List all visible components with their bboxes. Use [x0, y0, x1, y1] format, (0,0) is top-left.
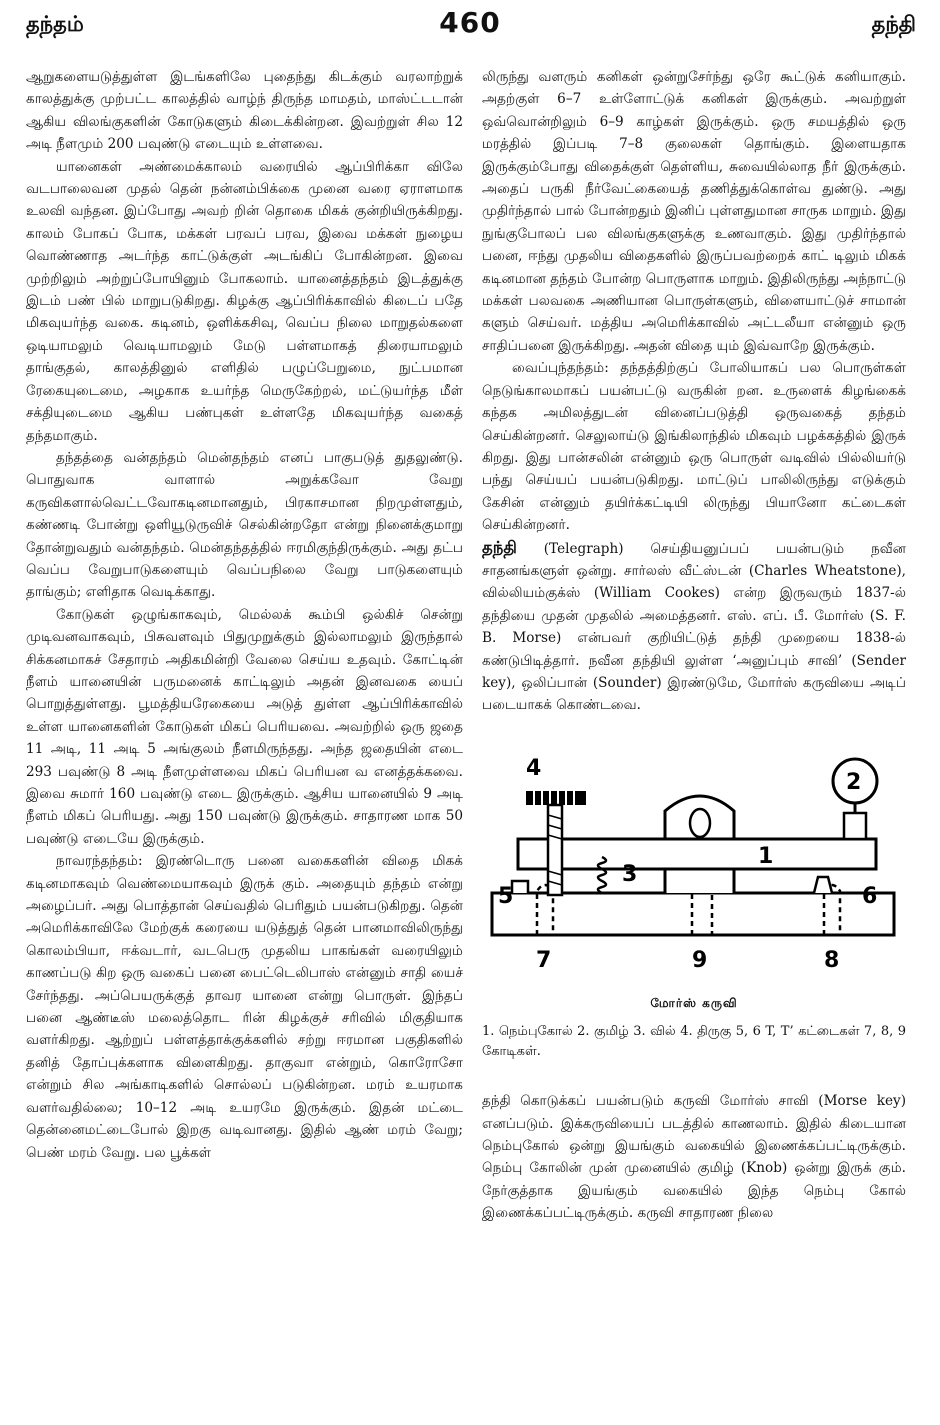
paragraph: தந்தி கொடுக்கப் பயன்படும் கருவி மோர்ஸ் சாவி (Morse key) எனப்படும். இக்கருவியைப் படத்தில் காணலாம். இதில் கிடையான நெம்புகோல் ஒன்று இயங்கும் வகையில் இணைக்கப்பட்டிருக்கும். நெம்பு கோலின் முன் முனையில் குமிழ் (Knob) ஒன்று இருக் கும். நேர்குத்தாக இயங்கும் வகையில் இந்த நெம்பு கோல் இணைக்கப்பட்டிருக்கும். கருவி சாதாரண நிலை [482, 1093, 906, 1222]
figure-caption-body: 1. நெம்புகோல் 2. குமிழ் 3. வில் 4. திருகு 5, 6 T, T’ கட்டைகள் 7, 8, 9 கோடிகள். [482, 1024, 906, 1060]
figure-label: 1 [758, 843, 774, 869]
figure-label: 5 [498, 883, 514, 909]
figure-caption-title: மோர்ஸ் கருவி [650, 995, 738, 1010]
left-column [26, 66, 463, 1164]
paragraph: கோடுகள் ஒழுங்காகவும், மெல்லக் கூம்பி ஒல்கிச் சென்று முடிவனவாகவும், பிசுவளவும் பிதுமுறுக்கும் இல்லாமலும் இருந்தால் சிக்கனமாகச் சேதாரம் அதிகமின்றி வேலை செய்ய உதவும். கோட்டின் நீளம் யானையின் பருமனைக் காட்டிலும் அதன் இனவகை யைப் பொறுத்துள்ளது. பூமத்தியரேகையை அடுத் துள்ள ஆப்பிரிக்காவில் உள்ள யானைகளின் கோடுகள் மிகப் பெரியவை. அவற்றில் ஒரு ஜதை 11 அடி, 11 அடி 5 அங்குலம் நீளமிருந்தது. அந்த ஜதையின் எடை 293 பவுண்டு 8 அடி நீளமுள்ளவை மிகப் பெரியன வ எனத்தக்கவை. இவை சுமார் 160 பவுண்டு எடை இருக்கும். ஆசிய யானையில் 9 அடி நீளம் மிகப் பெரியது. அது 150 பவுண்டு இருக்கும். சாதாரண மாக 50 பவுண்டு எடையே இருக்கும். [26, 606, 463, 847]
figure-label: 7 [536, 947, 552, 973]
paragraph: ஆறுகளையடுத்துள்ள இடங்களிலே புதைந்து கிடக்கும் வரலாற்றுக் காலத்துக்கு முற்பட்ட காலத்தில் வாழ்ந் திருந்த மாமதம், மாஸ்ட்டடான் ஆகிய விலங்குகளின் கோடுகளும் கிடைக்கின்றன. இவற்றுள் சில 12 அடி நீளமும் 200 பவுண்டு எடையும் உள்ளவை. [26, 69, 463, 153]
figure-label: 3 [622, 861, 638, 887]
paragraph: தந்தத்தை வன்தந்தம் மென்தந்தம் எனப் பாகுபடுத் துதலுண்டு. பொதுவாக வாளால் அறுக்கவோ வேறு கருவிகளால்வெட்டவோகடினமானதும், பிரகாசமான நிறமுள்ளதும், கண்ணடி போன்று ஒளியூடுருவிச் செல்கின்றதோ என்று நினைக்குமாறு தோன்றுவதும் வன்தந்தம். மென்தந்தத்தில் ஈரமிகுந்திருக்கும். அது தட்ப வெப்ப வேறுபாடுகளையும் வெப்பநிலை வேறு பாடுகளையும் தாங்கும்; எளிதாக வெடிக்காது. [26, 449, 463, 601]
entry-telegraph [482, 537, 906, 717]
figure-label: 8 [824, 947, 840, 973]
running-head-left: தந்தம் [26, 12, 84, 36]
figure-label: 2 [846, 769, 862, 795]
running-head-right: தந்தி [871, 12, 916, 36]
spacer [482, 1062, 906, 1090]
entry-headword: தந்தி [482, 537, 517, 557]
paragraph: நாவரந்தந்தம்: இரண்டொரு பனை வகைகளின் விதை மிகக் கடினமாகவும் வெண்மையாகவும் இருக் கும். அதையும் தந்தம் என்று அழைப்பர். அது பொத்தான் செய்வதில் பெரிதும் பயன்படுகிறது. தென் அமெரிக்காவிலே மேற்குக் கரையை யடுத்துத் தென் பானமாவிலிருந்து கொலம்பியா, ஈக்வடார், வடபெரு முதலிய பாகங்கள் வரையிலும் காணப்படு கிற ஒரு வகைப் பனை பைட்டெலிபாஸ் என்னும் சாதி யைச் சேர்ந்தது. அப்பெயருக்குத் தாவர யானை என்று பொருள். இந்தப் பனை ஆண்டீஸ் மலைத்தொட ரின் கிழக்குச் சரிவில் மிகுதியாக வளர்கிறது. ஆற்றுப் பள்ளத்தாக்குக்களில் சற்று ஈரமான பகுதிகளில் தனித் தோப்புக்களாக விளைகிறது. தாகுவா என்றும், கொரோசோ என்றும் சில அங்காடிகளில் சொல்லப் படுகின்றன. மரம் உயரமாக வளர்வதில்லை; 10–12 அடி உயரமே இருக்கும். இதன் மட்டை தென்னைமட்டைபோல் இறகு வடிவானது. இதில் ஆண் மரம் வேறு; பெண் மரம் வேறு. பல பூக்கள் [26, 853, 463, 1161]
paragraph: லிருந்து வளரும் கனிகள் ஒன்றுசேர்ந்து ஒரே கூட்டுக் கனியாகும். அதற்குள் 6–7 உள்ளோட்டுக் கனிகள் இருக்கும். அவற்றுள் ஒவ்வொன்றிலும் 6–9 காழ்கள் இருக்கும். ஒரு சமயத்தில் ஒரு மரத்தில் இப்படி 7–8 குலைகள் தொங்கும். இளையதாக இருக்கும்போது விதைக்குள் தெள்ளிய, சுவையில்லாத நீர் இருக்கும். அதைப் பருகி நீர்வேட்கையைத் தணித்துக்கொள்வ துண்டு. அது முதிர்ந்தால் பால் போன்றதும் இனிப் புள்ளதுமான சாருக மாறும். இது நுங்குபோலப் பல விலங்குகளுக்கு உணவாகும். இது முதிர்ந்தால் பனை, ஈந்து முதலிய விதைகளில் இருப்பவற்றைக் காட் டிலும் மிகக் கடினமான தந்தம் போன்ற பொருளாக மாறும். இதிலிருந்து அந்நாட்டு மக்கள் பலவகை அணியான பொருள்களும், விளையாட்டுச் சாமான் களும் செய்வர். மத்திய அமெரிக்காவில் அட்டலீயா என்னும் ஒரு சாதிப்பனை இருக்கிறது. அதன் விதை யும் இவ்வாறே இருக்கும். [482, 69, 906, 354]
paragraph: வைப்புந்தந்தம்: தந்தத்திற்குப் போலியாகப் பல பொருள்கள் நெடுங்காலமாகப் பயன்பட்டு வருகின் றன. உருளைக் கிழங்கைக் கந்தக அமிலத்துடன் வினைப்படுத்தி ஒருவகைத் தந்தம் செய்கின்றனர். செலுலாய்டு இங்கிலாந்தில் மிகவும் பழக்கத்தில் இருக் கிறது. இது பான்சலின் என்னும் ஒரு பொருள் வடிவில் பில்லியர்டு பந்து செய்யப் பயன்படுகிறது. மாட்டுப் பாலிலிருந்து எடுக்கும் கேசின் என்னும் தயிர்க்கட்டியி லிருந்து பியானோ கட்டைகள் செய்கின்றனர். [482, 360, 906, 534]
entry-text: (Telegraph) செய்தியனுப்பப் பயன்படும் நவீன சாதனங்களுள் ஒன்று. சார்லஸ் வீட்ஸ்டன் (Charles Wheatstone), வில்லியம்குக்ஸ் (William Cookes) என்ற இருவரும் 1837-ல் தந்தியை முதன் முதலில் அமைத்தனர். எஸ். எப். பீ. மோர்ஸ் (S. F. B. Morse) என்பவர் குறியிட்டுத் தந்தி முறையை 1838-ல் கண்டுபிடித்தார். நவீன தந்தியி லுள்ள ‘அனுப்பும் சாவி’ (Sender key), ஒலிப்பான் (Sounder) இரண்டுமே, மோர்ஸ் கருவியை அடிப் படையாகக் கொண்டவை. [482, 540, 906, 714]
page-header [20, 6, 920, 46]
morse-key-diagram [482, 731, 906, 986]
figure-label: 9 [692, 947, 708, 973]
right-column [482, 66, 906, 1225]
page-number: 460 [439, 6, 501, 39]
paragraph: யானைகள் அண்மைக்காலம் வரையில் ஆப்பிரிக்கா விலே வடபாலைவன முதல் தென் நன்னம்பிக்கை முனை வரை ஏராளமாக உலவி வந்தன. இப்போது அவற் றின் தொகை மிகக் குன்றியிருக்கிறது. காலம் போகப் போக, மக்கள் பரவப் பரவ, இவை மக்கள் நுழைய வொண்ணாத அடர்ந்த காட்டுக்குள் அடங்கிப் போகின்றன. இவை முற்றிலும் அற்றுப்போயினும் போகலாம். யானைத்தந்தம் இடத்துக்கு இடம் பண் பில் மாறுபடுகிறது. கிழக்கு ஆப்பிரிக்காவில் கிடைப் பதே மிகவுயர்ந்த வகை. கடினம், ஒளிக்கசிவு, வெப்ப நிலை மாறுதல்களை ஒடியாமலும் வெடியாமலும் மேடு பள்ளமாகத் திரையாமலும் தாங்குதல், காலத்தினுல் எளிதில் பழுப்பேறுமை, நுட்பமான ரேகையுடைமை, அழகாக உயர்ந்த மெருகேற்றல், மட்டுயர்ந்த மீள் சக்தியுடைமை ஆகிய பண்புகள் உள்ளதே மிகவுயர்ந்த வகைத் தந்தமாகும். [26, 158, 463, 444]
figure-label: 6 [862, 883, 878, 909]
figure-label: 4 [526, 755, 542, 781]
morse-key-figure [482, 731, 906, 986]
